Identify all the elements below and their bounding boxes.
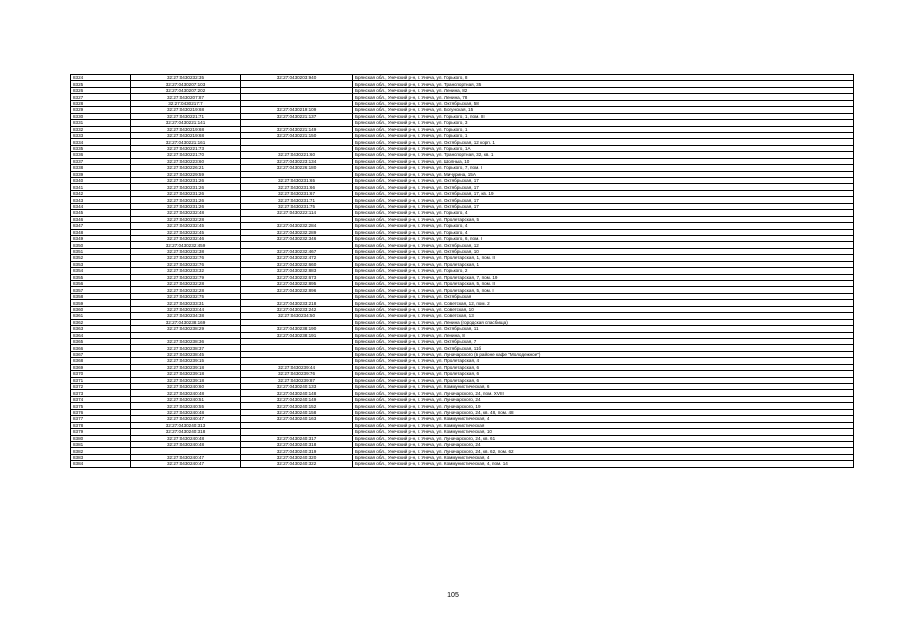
cadastral-number-cell: 32:27:0430240:47 [131,461,241,467]
address-cell: Брянская обл., Унечский р-н, г. Унеча, ул. Пролетарская, 1 [353,261,854,267]
building-number-cell: 32:27:0430232:895 [241,281,353,287]
address-cell: Брянская обл., Унечский р-н, г. Унеча, ул. Горького, 1А [353,145,854,151]
address-cell: Брянская обл., Унечский р-н, г. Унеча, ул. Транспортная, 35 [353,81,854,87]
building-number-cell: 32:27:0430222:114 [241,210,353,216]
building-number-cell: 32:27:0430232:660 [241,261,353,267]
address-cell: Брянская обл., Унечский р-н, г. Унеча, ул. Горького, 4 [353,210,854,216]
cadastral-number-cell: 32:27:0430238:29 [131,326,241,332]
address-cell: Брянская обл., Унечский р-н, г. Унеча, ул. Горького, 6, пом. I [353,235,854,241]
building-number-cell: 32:27:0430239:76 [241,371,353,377]
row-number-cell: 8378 [71,422,131,428]
building-number-cell: 32:27:0430232:284 [241,223,353,229]
cadastral-number-cell: 32:27:0430219:68 [131,107,241,113]
cadastral-number-cell: 32:27:0430239:18 [131,364,241,370]
cadastral-number-cell: 32:27:0430221:141 [131,120,241,126]
cadastral-number-cell: 32:27:0430217:7 [131,100,241,106]
cadastral-number-cell: 32:27:0430231:26 [131,197,241,203]
row-number-cell: 8341 [71,184,131,190]
address-cell: Брянская обл., Унечский р-н, г. Унеча, ул. Октябрьская, 17, кв. 19 [353,190,854,196]
cadastral-number-cell: 32:27:0430232:76 [131,261,241,267]
row-number-cell: 8347 [71,223,131,229]
table-row [71,461,854,467]
address-cell: Брянская обл., Унечский р-н, г. Унеча, ул. Луначарского, 24, кв. 48, пом. 48 [353,409,854,415]
address-cell: Брянская обл., Унечский р-н, г. Унеча, ул. Коммунистическая, 4 [353,416,854,422]
building-number-cell: 32:27:0430232:883 [241,268,353,274]
cadastral-number-cell: 32:27:0430240:48 [131,441,241,447]
address-cell: Брянская обл., Унечский р-н, г. Унеча, ул. Ленина (городская спасбища) [353,319,854,325]
building-number-cell: 32:27:0430232:467 [241,248,353,254]
building-number-cell: 32:27:0430231:67 [241,190,353,196]
row-number-cell: 8350 [71,242,131,248]
page-number: 105 [447,592,459,599]
row-number-cell: 8326 [71,87,131,93]
address-cell: Брянская обл., Унечский р-н, г. Унеча, ул. Октябрьская, 10 [353,248,854,254]
row-number-cell: 8373 [71,390,131,396]
row-number-cell: 8371 [71,377,131,383]
cadastral-number-cell: 32:27:0430240:55 [131,403,241,409]
cadastral-number-cell: 32:27:0430226:21 [131,165,241,171]
building-number-cell: 32:27:0430232:673 [241,274,353,280]
building-number-cell: 32:27:0430233:218 [241,300,353,306]
table-body [71,75,854,468]
building-number-cell: 32:27:0430221:60 [241,152,353,158]
cadastral-number-cell: 32:27:0430233:31 [131,300,241,306]
address-cell: Брянская обл., Унечский р-н, г. Унеча, ул. Октябрьская, 58 [353,100,854,106]
address-cell: Брянская обл., Унечский р-н, г. Унеча, ул. Пролетарская, 6 [353,364,854,370]
address-cell: Брянская обл., Унечский р-н, г. Унеча, ул. Луначарского, 24, пом. XVIII [353,390,854,396]
address-cell: Брянская обл., Унечский р-н, г. Унеча, ул. Коммунистическая, 10 [353,429,854,435]
address-cell: Брянская обл., Унечский р-н, г. Унеча, ул. Мичурина, 15А [353,171,854,177]
building-number-cell: 32:27:0430240:133 [241,384,353,390]
address-cell: Брянская обл., Унечский р-н, г. Унеча, ул. Коммунистическая, 4 [353,454,854,460]
address-cell: Брянская обл., Унечский р-н, г. Унеча, ул. Октябрьская, 11б [353,345,854,351]
data-table [70,74,854,468]
address-cell: Брянская обл., Унечский р-н, г. Унеча, ул. Горького, 7, пом. I [353,165,854,171]
cadastral-number-cell: 32:27:0430232:459 [131,242,241,248]
row-number-cell: 8340 [71,178,131,184]
row-number-cell: 8332 [71,126,131,132]
address-cell: Брянская обл., Унечский р-н, г. Унеча, ул. Пролетарская, 6 [353,371,854,377]
cadastral-number-cell: 32:27:0430238:37 [131,345,241,351]
cadastral-number-cell: 32:27:0430240:60 [131,384,241,390]
row-number-cell: 8384 [71,461,131,467]
row-number-cell: 8376 [71,409,131,415]
row-number-cell: 8366 [71,345,131,351]
cadastral-number-cell: 32:27:0430232:35 [131,75,241,81]
cadastral-number-cell: 32:27:0430219:68 [131,132,241,138]
row-number-cell: 8363 [71,326,131,332]
building-number-cell: 32:27:0430240:317 [241,435,353,441]
row-number-cell: 8338 [71,165,131,171]
cadastral-number-cell: 32:27:0430239:18 [131,377,241,383]
row-number-cell: 8367 [71,351,131,357]
cadastral-number-cell: 32:27:0430221:161 [131,139,241,145]
address-cell: Брянская обл., Унечский р-н, г. Унеча, ул. Луначарского, 24 [353,441,854,447]
cadastral-number-cell: 32:27:0430240:318 [131,429,241,435]
row-number-cell: 8335 [71,145,131,151]
row-number-cell: 8336 [71,152,131,158]
cadastral-number-cell: 32:27:0430240:48 [131,409,241,415]
building-number-cell: 32:27:0430231:65 [241,178,353,184]
address-cell: Брянская обл., Унечский р-н, г. Унеча, ул. Шолныа, 10 [353,158,854,164]
row-number-cell: 8344 [71,203,131,209]
address-cell: Брянская обл., Унечский р-н, г. Унеча, ул. Октябрьская, 17 [353,184,854,190]
address-cell: Брянская обл., Унечский р-н, г. Унеча, ул. Пролетарская, 5 [353,216,854,222]
cadastral-number-cell: 32:27:0430232:76 [131,255,241,261]
row-number-cell: 8342 [71,190,131,196]
row-number-cell: 8364 [71,332,131,338]
address-cell: Брянская обл., Унечский р-н, г. Унеча, ул. Октябрьская, 17 [353,203,854,209]
cadastral-number-cell: 32:27:0430234:38 [131,313,241,319]
address-cell: Брянская обл., Унечский р-н, г. Унеча, ул. Советская, 10 [353,306,854,312]
row-number-cell: 8324 [71,75,131,81]
building-number-cell: 32:27:0430232:346 [241,235,353,241]
address-cell: Брянская обл., Унечский р-н, г. Унеча, ул. Пролетарская, 6 [353,377,854,383]
cadastral-number-cell: 32:27:0430221:70 [131,152,241,158]
address-cell: Брянская обл., Унечский р-н, г. Унеча, ул. Луначарского (в районе кафе "Молодежное") [353,351,854,357]
address-cell: Брянская обл., Унечский р-н, г. Унеча, ул. Октябрьская [353,293,854,299]
row-number-cell: 8334 [71,139,131,145]
building-number-cell: 32:27:0430234:50 [241,313,353,319]
address-cell: Брянская обл., Унечский р-н, г. Унеча, ул. Горького, 4 [353,223,854,229]
row-number-cell: 8327 [71,94,131,100]
row-number-cell: 8345 [71,210,131,216]
address-cell: Брянская обл., Унечский р-н, г. Унеча, ул. Луначарского, 24 [353,396,854,402]
row-number-cell: 8360 [71,306,131,312]
cadastral-number-cell: 32:27:0430207:87 [131,94,241,100]
building-number-cell: 32:27:0430219:109 [241,107,353,113]
building-number-cell: 32:27:0430239:87 [241,377,353,383]
cadastral-number-cell: 32:27:0430221:71 [131,113,241,119]
address-cell: Брянская обл., Унечский р-н, г. Унеча, ул. Богунская, 15 [353,107,854,113]
row-number-cell: 8330 [71,113,131,119]
row-number-cell: 8356 [71,281,131,287]
address-cell: Брянская обл., Унечский р-н, г. Унеча, ул. Советская, 12, пом. 2 [353,300,854,306]
building-number-cell: 32:27:0430240:158 [241,409,353,415]
cadastral-number-cell: 32:27:0430207:103 [131,81,241,87]
building-number-cell: 32:27:0430240:149 [241,396,353,402]
row-number-cell: 8372 [71,384,131,390]
address-cell: Брянская обл., Унечский р-н, г. Унеча, ул. Советская, 13 [353,313,854,319]
row-number-cell: 8381 [71,441,131,447]
address-cell: Брянская обл., Унечский р-н, г. Унеча, ул. Горького, 4 [353,229,854,235]
address-cell: Брянская обл., Унечский р-н, г. Унеча, ул. Пролетарская, 5, пом. I [353,287,854,293]
building-number-cell: 32:27:0430238:191 [241,332,353,338]
row-number-cell: 8331 [71,120,131,126]
row-number-cell: 8369 [71,364,131,370]
cadastral-number-cell: 32:27:0430240:47 [131,454,241,460]
address-cell: Брянская обл., Унечский р-н, г. Унеча, ул. Пролетарская, 4 [353,358,854,364]
cadastral-number-cell: 32:27:0430240:48 [131,390,241,396]
address-cell: Брянская обл., Унечский р-н, г. Унеча, ул. Октябрьская, 17 [353,178,854,184]
address-cell: Брянская обл., Унечский р-н, г. Унеча, ул. Горького, 1 [353,132,854,138]
address-cell: Брянская обл., Унечский р-н, г. Унеча, ул. Луначарского, 24, кв. 62, пом. 62 [353,448,854,454]
row-number-cell: 8365 [71,338,131,344]
cadastral-number-cell: 32:27:0430238:45 [131,351,241,357]
address-cell: Брянская обл., Унечский р-н, г. Унеча, ул. Луначарского, 19 [353,403,854,409]
cadastral-number-cell: 32:27:0430232:45 [131,229,241,235]
address-cell: Брянская обл., Унечский р-н, г. Унеча, ул. Пролетарская, 7, пом. 19 [353,274,854,280]
building-number-cell: 32:27:0430240:152 [241,403,353,409]
address-cell: Брянская обл., Унечский р-н, г. Унеча, ул. Октябрьская, 11 [353,326,854,332]
row-number-cell: 8362 [71,319,131,325]
cadastral-number-cell: 32:27:0430232:79 [131,274,241,280]
building-number-cell: 32:27:0430240:318 [241,441,353,447]
cadastral-number-cell: 32:27:0430232:28 [131,281,241,287]
building-number-cell: 32:27:0430231:66 [241,184,353,190]
row-number-cell: 8355 [71,274,131,280]
row-number-cell: 8359 [71,300,131,306]
cadastral-number-cell: 32:27:0430233:44 [131,306,241,312]
cadastral-number-cell: 32:27:0430239:15 [131,358,241,364]
cadastral-number-cell: 32:27:0430240:48 [131,435,241,441]
cadastral-number-cell: 32:27:0430240:313 [131,422,241,428]
cadastral-number-cell: 32:27:0430232:28 [131,287,241,293]
building-number-cell: 32:27:0430232:289 [241,229,353,235]
address-cell: Брянская обл., Унечский р-н, г. Унеча, ул. Ленина, 8 [353,332,854,338]
row-number-cell: 8354 [71,268,131,274]
address-cell: Брянская обл., Унечский р-н, г. Унеча, ул. Коммунистическая, 4, пом. 14 [353,461,854,467]
building-number-cell: 32:27:0430238:190 [241,326,353,332]
row-number-cell: 8358 [71,293,131,299]
address-cell: Брянская обл., Унечский р-н, г. Унеча, ул. Луначарского, 24, кв. 61 [353,435,854,441]
cadastral-number-cell: 32:27:0430232:38 [131,248,241,254]
row-number-cell: 8343 [71,197,131,203]
cadastral-number-cell: 32:27:0430238:36 [131,338,241,344]
building-number-cell: 32:27:0430226:180 [241,165,353,171]
address-cell: Брянская обл., Унечский р-н, г. Унеча, ул. Горького, 1 [353,126,854,132]
row-number-cell: 8368 [71,358,131,364]
row-number-cell: 8380 [71,435,131,441]
building-number-cell: 32:27:0430221:149 [241,126,353,132]
building-number-cell: 32:27:0430221:150 [241,132,353,138]
cadastral-number-cell: 32:27:0430231:26 [131,203,241,209]
building-number-cell: 32:27:0430223:134 [241,158,353,164]
cadastral-number-cell: 32:27:0430231:26 [131,184,241,190]
building-number-cell: 32:27:0430231:71 [241,197,353,203]
building-number-cell: 32:27:0430240:322 [241,461,353,467]
address-cell: Брянская обл., Унечский р-н, г. Унеча, ул. Пролетарская, 5, пом. II [353,281,854,287]
cadastral-number-cell: 32:27:0430232:28 [131,216,241,222]
building-number-cell: 32:27:0430232:896 [241,287,353,293]
address-cell: Брянская обл., Унечский р-н, г. Унеча, ул. Ленина, 78 [353,94,854,100]
cadastral-number-cell: 32:27:0430238:169 [131,319,241,325]
row-number-cell: 8325 [71,81,131,87]
building-number-cell: 32:27:0430231:75 [241,203,353,209]
cadastral-number-cell: 32:27:0430231:26 [131,190,241,196]
building-number-cell: 32:27:0430233:242 [241,306,353,312]
cadastral-number-cell: 32:27:0430232:46 [131,235,241,241]
cadastral-number-cell: 32:27:0430240:51 [131,396,241,402]
row-number-cell: 8346 [71,216,131,222]
cadastral-number-cell: 32:27:0430229:59 [131,171,241,177]
address-cell: Брянская обл., Унечский р-н, г. Унеча, ул. Октябрьская, 17 [353,197,854,203]
address-cell: Брянская обл., Унечский р-н, г. Унеча, ул. Горького, 1, пом. III [353,113,854,119]
building-number-cell: 32:27:0430240:319 [241,448,353,454]
row-number-cell: 8374 [71,396,131,402]
address-cell: Брянская обл., Унечский р-н, г. Унеча, ул. Коммунистическая [353,422,854,428]
row-number-cell: 8377 [71,416,131,422]
cadastral-number-cell: 32:27:0430240:47 [131,416,241,422]
row-number-cell: 8379 [71,429,131,435]
address-cell: Брянская обл., Унечский р-н, г. Унеча, ул. Пролетарская, 1, пом. II [353,255,854,261]
building-number-cell: 32:27:0430240:320 [241,454,353,460]
building-number-cell: 32:27:0430221:137 [241,113,353,119]
address-cell: Брянская обл., Унечский р-н, г. Унеча, ул. Транспортная, 32, кв. 1 [353,152,854,158]
address-cell: Брянская обл., Унечский р-н, г. Унеча, ул. Горького, 2 [353,268,854,274]
building-number-cell: 32:27:0430240:148 [241,390,353,396]
row-number-cell: 8383 [71,454,131,460]
cadastral-number-cell: 32:27:0430219:68 [131,126,241,132]
address-cell: Брянская обл., Унечский р-н, г. Унеча, ул. Горького, 8 [353,75,854,81]
address-cell: Брянская обл., Унечский р-н, г. Унеча, ул. Горького, 3 [353,120,854,126]
row-number-cell: 8352 [71,255,131,261]
row-number-cell: 8351 [71,248,131,254]
cadastral-number-cell: 32:27:0430239:18 [131,371,241,377]
row-number-cell: 8328 [71,100,131,106]
cadastral-number-cell: 32:27:0430207:202 [131,87,241,93]
row-number-cell: 8339 [71,171,131,177]
building-number-cell: 32:27:0430239:44 [241,364,353,370]
cadastral-number-cell: 32:27:0430223:60 [131,158,241,164]
row-number-cell: 8337 [71,158,131,164]
cadastral-number-cell: 32:27:0430221:73 [131,145,241,151]
row-number-cell: 8348 [71,229,131,235]
cadastral-number-cell: 32:27:0430232:48 [131,210,241,216]
address-cell: Брянская обл., Унечский р-н, г. Унеча, ул. Ленина, 82 [353,87,854,93]
row-number-cell: 8349 [71,235,131,241]
building-number-cell: 32:27:0430203:940 [241,75,353,81]
cadastral-number-cell: 32:27:0430233:32 [131,268,241,274]
row-number-cell: 8353 [71,261,131,267]
address-cell: Брянская обл., Унечский р-н, г. Унеча, ул. Октябрьская, 12 [353,242,854,248]
building-number-cell: 32:27:0430232:472 [241,255,353,261]
row-number-cell: 8361 [71,313,131,319]
row-number-cell: 8375 [71,403,131,409]
row-number-cell: 8370 [71,371,131,377]
address-cell: Брянская обл., Унечский р-н, г. Унеча, ул. Октябрьская, 12 корп. 1 [353,139,854,145]
cadastral-number-cell: 32:27:0430232:45 [131,223,241,229]
cadastral-number-cell: 32:27:0430232:75 [131,293,241,299]
address-cell: Брянская обл., Унечский р-н, г. Унеча, ул. Коммунистическая, 6 [353,384,854,390]
row-number-cell: 8329 [71,107,131,113]
row-number-cell: 8333 [71,132,131,138]
cadastral-number-cell: 32:27:0430231:26 [131,178,241,184]
row-number-cell: 8382 [71,448,131,454]
address-cell: Брянская обл., Унечский р-н, г. Унеча, ул. Октябрьская, 7 [353,338,854,344]
row-number-cell: 8357 [71,287,131,293]
building-number-cell: 32:27:0430240:163 [241,416,353,422]
